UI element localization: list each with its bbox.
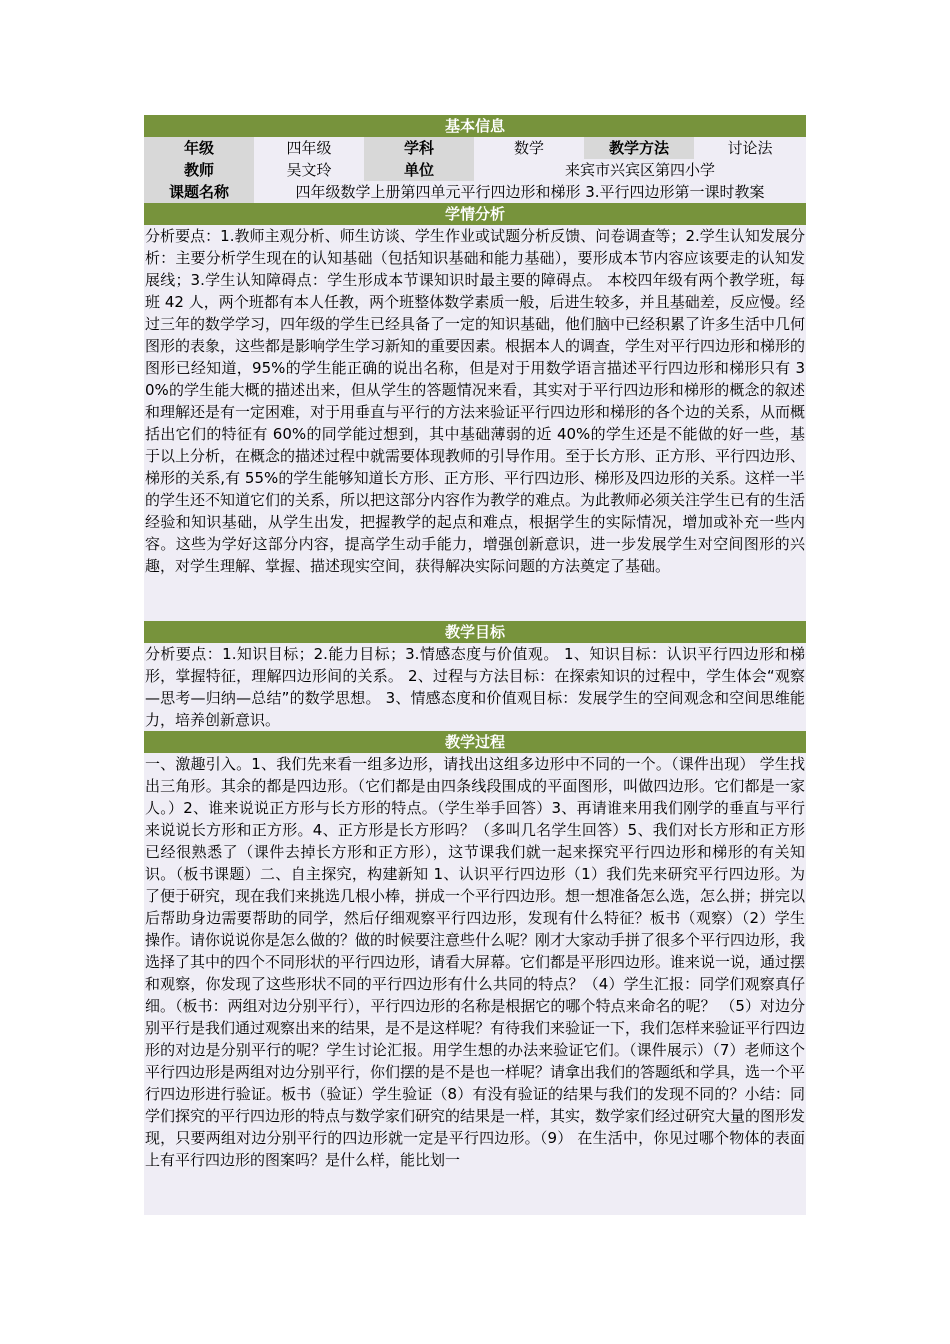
teacher-label: 教师 (144, 159, 254, 181)
subject-value: 数学 (474, 137, 584, 159)
goals-text: 分析要点：1.知识目标；2.能力目标；3.情感态度与价值观。 1、知识目标：认识平行四边形和梯形，掌握特征，理解四边形间的关系。 2、过程与方法目标：在探索知识的过程中，学生体会“观察—思考—归纳—总结”的数学思想。 3、情感态度和价值观目标：发展学生的空间观念和空间思维能力，培养创新意识。 (145, 645, 805, 729)
teacher-value: 吴文玲 (254, 159, 364, 181)
basic-info-header: 基本信息 (144, 115, 806, 137)
grade-value: 四年级 (254, 137, 364, 159)
method-label: 教学方法 (584, 137, 694, 159)
grade-label: 年级 (144, 137, 254, 159)
info-row-teacher (144, 159, 806, 181)
info-row-grade (144, 137, 806, 159)
lesson-plan-table (144, 115, 806, 1215)
process-header: 教学过程 (144, 731, 806, 753)
subject-label: 学科 (364, 137, 474, 159)
method-value: 讨论法 (694, 137, 806, 159)
lesson-value: 四年级数学上册第四单元平行四边形和梯形 3.平行四边形第一课时教案 (254, 181, 806, 203)
unit-value: 来宾市兴宾区第四小学 (474, 159, 806, 181)
info-row-lesson (144, 181, 806, 203)
analysis-text: 分析要点：1.教师主观分析、师生访谈、学生作业或试题分析反馈、问卷调查等；2.学生认知发展分析：主要分析学生现在的认知基础（包括知识基础和能力基础），要形成本节内容应该要走的认知发展线；3.学生认知障碍点：学生形成本节课知识时最主要的障碍点。 本校四年级有两个教学班，每班 42 人，两个班都有本人任教，两个班整体数学素质一般，后进生较多，并且基础差，反应慢。经过三年的数学学习，四年级的学生已经具备了一定的知识基础，他们脑中已经积累了许多生活中几何图形的表象，这些都是影响学生学习新知的重要因素。根据本人的调查，学生对平行四边形和梯形的图形已经知道，95%的学生能正确的说出名称，但是对于用数学语言描述平行四边形和梯形只有 30%的学生能大概的描述出来，但从学生的答题情况来看，其实对于平行四边形和梯形的概念的叙述和理解还是有一定困难，对于用垂直与平行的方法来验证平行四边形和梯形的各个边的关系，从而概括出它们的特征有 60%的同学能过想到，其中基础薄弱的近 40%的学生还是不能做的好一些，基于以上分析，在概念的描述过程中就需要体现教师的引导作用。至于长方形、正方形、平行四边形、梯形的关系,有 55%的学生能够知道长方形、正方形、平行四边形、梯形及四边形的关系。这样一半的学生还不知道它们的关系，所以把这部分内容作为教学的难点。为此教师必须关注学生已有的生活经验和知识基础，从学生出发，把握教学的起点和难点，根据学生的实际情况，增加或补充一些内容。这些为学好这部分内容，提高学生动手能力，增强创新意识，进一步发展学生对空间图形的兴趣，对学生理解、掌握、描述现实空间，获得解决实际问题的方法奠定了基础。 (144, 225, 806, 621)
process-text: 一、激趣引入。1、我们先来看一组多边形，请找出这组多边形中不同的一个。（课件出现） 学生找出三角形。其余的都是四边形。（它们都是由四条线段围成的平面图形，叫做四边形。它们都是一家人。）2、谁来说说正方形与长方形的特点。（学生举手回答）3、再请谁来用我们刚学的垂直与平行来说说长方形和正方形。4、正方形是长方形吗？（多叫几名学生回答）5、我们对长方形和正方形已经很熟悉了（课件去掉长方形和正方形），这节课我们就一起来探究平行四边形和梯形的有关知识。（板书课题）二、自主探究，构建新知 1、认识平行四边形（1）我们先来研究平行四边形。为了便于研究，现在我们来挑选几根小棒，拼成一个平行四边形。想一想准备怎么选，怎么拼；拼完以后帮助身边需要帮助的同学，然后仔细观察平行四边形，发现有什么特征？板书（观察）（2）学生操作。请你说说你是怎么做的？做的时候要注意些什么呢？刚才大家动手拼了很多个平行四边形，我选择了其中的四个不同形状的平行四边形，请看大屏幕。它们都是平形四边形。谁来说一说，通过摆和观察，你发现了这些形状不同的平行四边形有什么共同的特点？（4）学生汇报：同学们观察真仔细。（板书：两组对边分别平行），平行四边形的名称是根据它的哪个特点来命名的呢？ （5）对边分别平行是我们通过观察出来的结果，是不是这样呢？有待我们来验证一下，我们怎样来验证平行四边形的对边是分别平行的呢？学生讨论汇报。用学生想的办法来验证它们。（课件展示）（7）老师这个平行四边形是两组对边分别平行，你们摆的是不是也一样呢？请拿出我们的答题纸和学具，选一个平行四边形进行验证。板书（验证）学生验证（8）有没有验证的结果与我们的发现不同的？小结：同学们探究的平行四边形的特点与数学家们研究的结果是一样，其实，数学家们经过研究大量的图形发现，只要两组对边分别平行的四边形就一定是平行四边形。（9） 在生活中，你见过哪个物体的表面上有平行四边形的图案吗？是什么样，能比划一 (144, 753, 806, 1215)
goals-header: 教学目标 (144, 621, 806, 643)
analysis-header: 学情分析 (144, 203, 806, 225)
unit-label: 单位 (364, 159, 474, 181)
lesson-label: 课题名称 (144, 181, 254, 203)
